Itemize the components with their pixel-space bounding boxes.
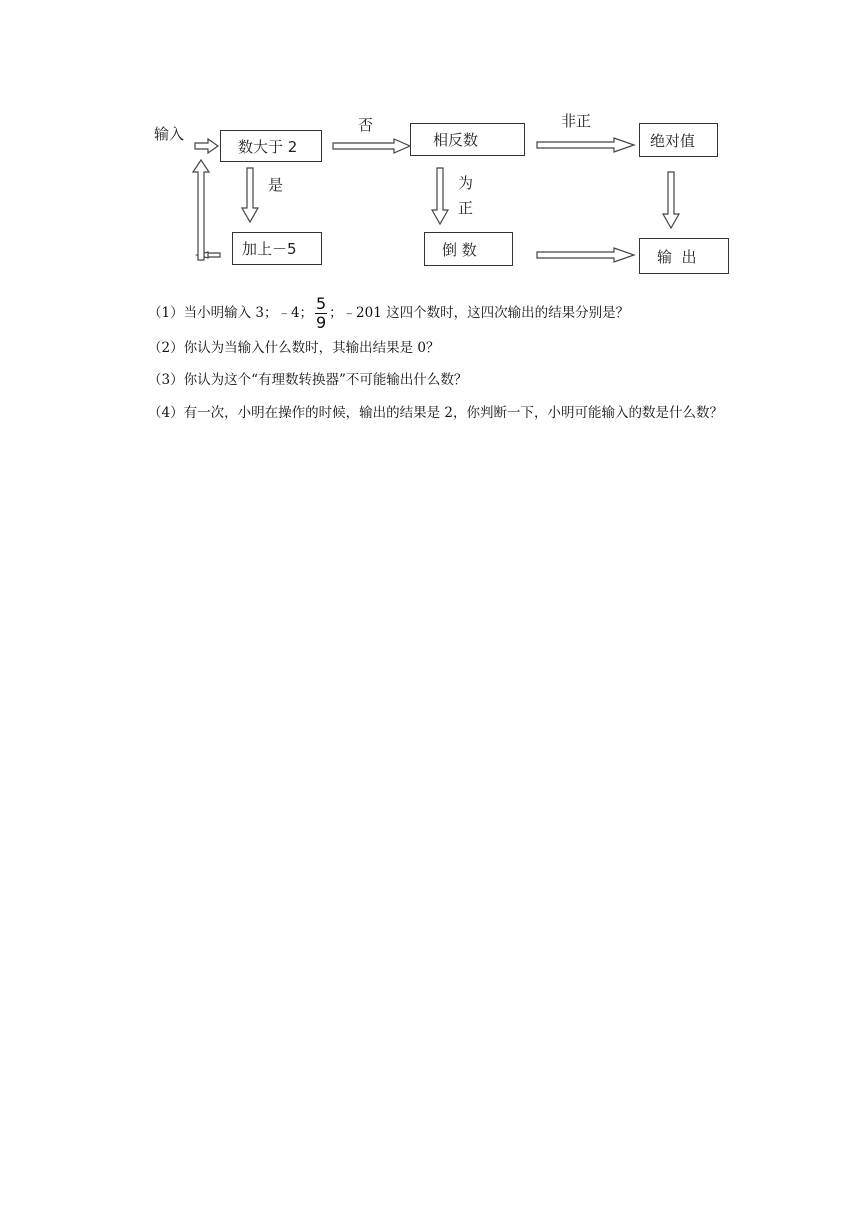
- arrow-abs-output: [663, 172, 679, 228]
- arrow-loop-up: [193, 160, 209, 260]
- box-reciprocal: 倒 数: [424, 232, 513, 266]
- question-1-text-after: ；﹣201 这四个数时，这四次输出的结果分别是？: [329, 305, 630, 321]
- question-4: （4）有一次，小明在操作的时候，输出的结果是 2，你判断一下，小明可能输入的数是什么数？: [148, 405, 723, 421]
- fraction-five-ninths: [315, 296, 327, 331]
- positive-label-1: 为: [458, 174, 474, 192]
- positive-label-2: 正: [458, 199, 474, 217]
- arrow-positive: [432, 168, 448, 224]
- box-add-minus-5: 加上－5: [232, 232, 322, 265]
- question-1: [148, 296, 629, 331]
- question-3: （3）你认为这个“有理数转换器”不可能输出什么数？: [148, 372, 468, 388]
- fraction-numerator: 5: [315, 294, 327, 313]
- arrow-nonpositive: [537, 138, 634, 152]
- box-absolute-value: 绝对值: [639, 123, 718, 157]
- input-label: 输入: [154, 125, 185, 143]
- no-label: 否: [358, 116, 374, 134]
- arrow-yes: [242, 168, 258, 222]
- arrow-to-output: [537, 248, 634, 262]
- nonpositive-label: 非正: [561, 112, 592, 130]
- fraction-denominator: 9: [315, 313, 327, 332]
- yes-label: 是: [268, 176, 284, 194]
- question-1-text-before: （1）当小明输入 3；﹣4；: [148, 305, 314, 321]
- arrow-no: [333, 139, 410, 153]
- box-greater-than-2: 数大于 2: [220, 130, 322, 162]
- box-opposite-number: 相反数: [410, 123, 525, 156]
- flowchart: [140, 100, 740, 285]
- arrow-input: [195, 139, 218, 153]
- question-2: （2）你认为当输入什么数时，其输出结果是 0？: [148, 340, 440, 356]
- box-output: 输 出: [639, 238, 729, 274]
